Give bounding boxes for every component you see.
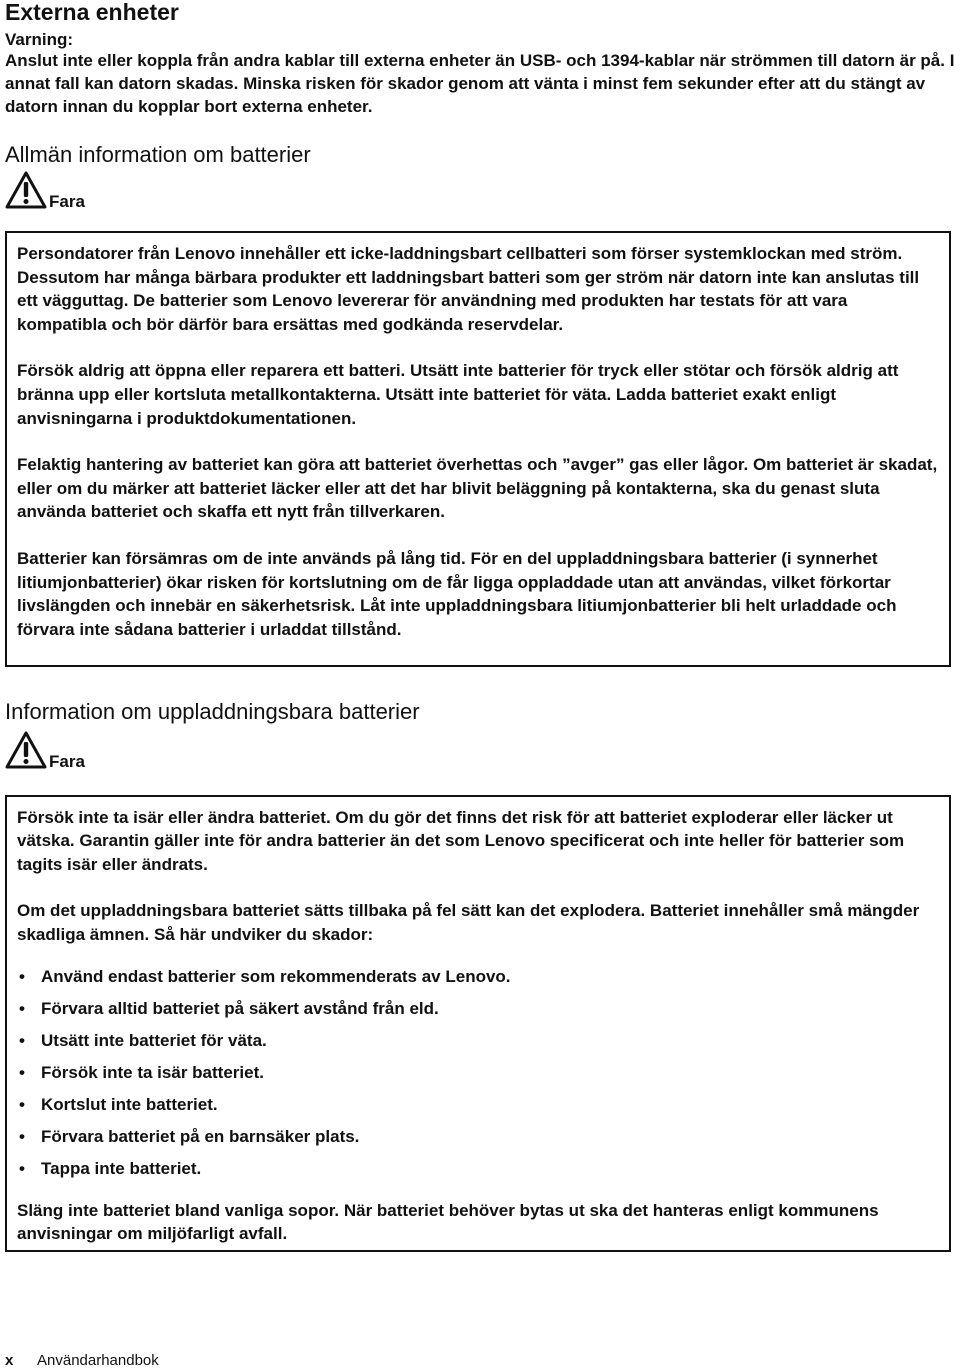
list-item: • Utsätt inte batteriet för väta. bbox=[19, 1031, 267, 1051]
warning-notice bbox=[5, 30, 955, 118]
list-item: • Försök inte ta isär batteriet. bbox=[19, 1063, 264, 1083]
warning-triangle-icon bbox=[4, 730, 48, 770]
bullet-icon: • bbox=[19, 967, 25, 987]
bullet-icon: • bbox=[19, 1127, 25, 1147]
page-footer bbox=[5, 1352, 159, 1370]
danger-notice bbox=[4, 170, 204, 216]
paragraph: Försök inte ta isär eller ändra batteriet. Om du gör det finns det risk för att batteriet exploderar eller läcker ut vätska. Garantin gäller inte för andra batterier än det som Lenovo specificerat och inte heller för batterier som tagits isär eller ändrats. bbox=[17, 808, 905, 874]
section-heading-battery-info: Allmän information om batterier bbox=[5, 142, 311, 167]
bullet-icon: • bbox=[19, 999, 25, 1019]
list-item: • Tappa inte batteriet. bbox=[19, 1159, 202, 1179]
bullet-icon: • bbox=[19, 1063, 25, 1083]
warning-triangle-icon bbox=[4, 170, 48, 210]
paragraph: Släng inte batteriet bland vanliga sopor. När batteriet behöver bytas ut ska det hanteras enligt kommunens anvisningar om miljöfarligt avfall. bbox=[17, 1201, 879, 1244]
section-heading-rechargeable-battery: Information om uppladdningsbara batterier bbox=[5, 699, 420, 724]
list-item: • Kortslut inte batteriet. bbox=[19, 1095, 218, 1115]
warning-label: Varning: bbox=[5, 30, 74, 49]
paragraph: Batterier kan försämras om de inte används på lång tid. För en del uppladdningsbara batterier (i synnerhet litiumjonbatterier) ökar risken för kortslutning om de får ligga oppladdade utan att användas, vilket förkortar livslängden och innebär en säkerhetsrisk. Låt inte uppladdningsbara litiumjonbatterier bli helt urladdade och förvara inte sådana batterier i urladdat tillstånd. bbox=[17, 548, 897, 639]
page-title: Externa enheter bbox=[5, 0, 179, 25]
list-item: • Förvara alltid batteriet på säkert avstånd från eld. bbox=[19, 999, 439, 1019]
danger-box-rechargeable-battery bbox=[5, 795, 951, 1252]
paragraph: Felaktig hantering av batteriet kan göra att batteriet överhettas och ”avger” gas eller lågor. Om batteriet är skadat, eller om du märker att batteriet läcker eller att det har blivit beläggning på kontakterna, ska du genast sluta använda batteriet och skaffa ett nytt från tillverkaren. bbox=[17, 455, 938, 522]
danger-notice bbox=[4, 730, 204, 776]
paragraph: Persondatorer från Lenovo innehåller ett icke-laddningsbart cellbatteri som förser systemklockan med ström. Dessutom har många bärbara produkter ett laddningsbart batteri som ger ström när datorn inte kan anslutas till ett vägguttag. De batterier som Lenovo levererar för användning med produkten har testats för att vara kompatibla och bör därför bara ersättas med godkända reservdelar. bbox=[17, 244, 920, 334]
book-title: Användarhandbok bbox=[37, 1352, 159, 1369]
page-number: x bbox=[5, 1352, 14, 1369]
precaution-list bbox=[17, 967, 939, 1179]
paragraph: Försök aldrig att öppna eller reparera ett batteri. Utsätt inte batterier för tryck eller stötar och försök aldrig att bränna upp eller kortsluta metallkontakterna. Utsätt inte batteriet för väta. Ladda batteriet exakt enligt anvisningarna i produktdokumentationen. bbox=[17, 361, 899, 428]
warning-text: Anslut inte eller koppla från andra kablar till externa enheter än USB- och 1394-kablar när strömmen till datorn är på. I annat fall kan datorn skadas. Minska risken för skador genom att vänta i minst fem sekunder efter att du stängt av datorn innan du kopplar bort externa enheter. bbox=[5, 51, 955, 116]
danger-box-battery-info bbox=[5, 231, 951, 667]
bullet-icon: • bbox=[19, 1095, 25, 1115]
bullet-icon: • bbox=[19, 1159, 25, 1179]
danger-label: Fara bbox=[49, 752, 85, 771]
bullet-icon: • bbox=[19, 1031, 25, 1051]
list-item: • Förvara batteriet på en barnsäker plats. bbox=[19, 1127, 360, 1147]
list-item: • Använd endast batterier som rekommenderats av Lenovo. bbox=[19, 967, 511, 987]
danger-label: Fara bbox=[49, 192, 85, 211]
paragraph: Om det uppladdningsbara batteriet sätts tillbaka på fel sätt kan det explodera. Batteriet innehåller små mängder skadliga ämnen. Så här undviker du skador: bbox=[17, 901, 920, 944]
